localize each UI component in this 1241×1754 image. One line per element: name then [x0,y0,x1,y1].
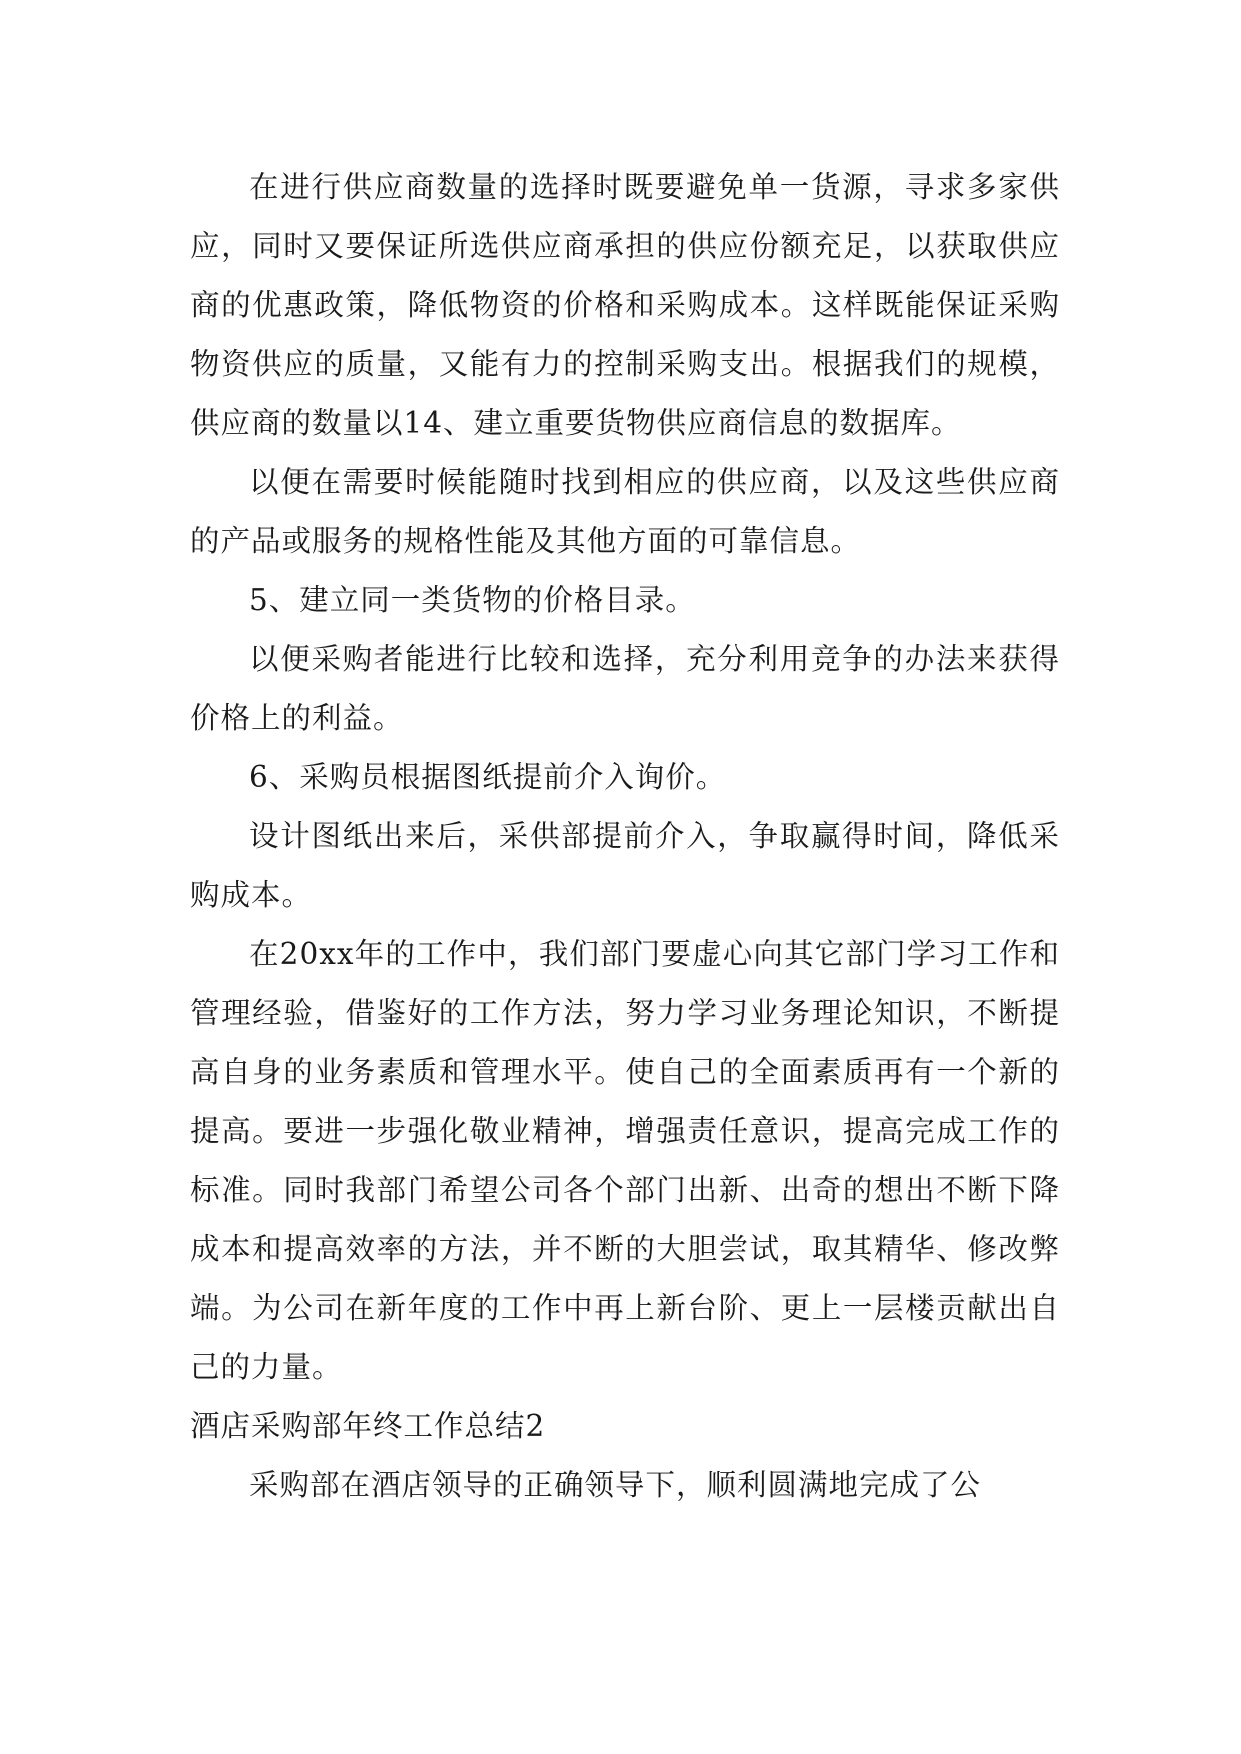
paragraph-supplier-selection: 在进行供应商数量的选择时既要避免单一货源，寻求多家供应，同时又要保证所选供应商承担的供应份额充足，以获取供应商的优惠政策，降低物资的价格和采购成本。这样既能保证采购物资供应的质量，又能有力的控制采购支出。根据我们的规模，供应商的数量以14、建立重要货物供应商信息的数据库。 [190,170,1060,440]
paragraph-supplier-database: 以便在需要时候能随时找到相应的供应商，以及这些供应商的产品或服务的规格性能及其他方面的可靠信息。 [190,465,1060,558]
paragraph-price-comparison: 以便采购者能进行比较和选择，充分利用竞争的办法来获得价格上的利益。 [190,642,1060,735]
section-heading: 酒店采购部年终工作总结2 [190,1409,546,1443]
document-body [190,158,1060,1515]
paragraph-annual-plan: 在20xx年的工作中，我们部门要虚心向其它部门学习工作和管理经验，借鉴好的工作方法，努力学习业务理论知识，不断提高自身的业务素质和管理水平。使自己的全面素质再有一个新的提高。要进一步强化敬业精神，增强责任意识，提高完成工作的标准。同时我部门希望公司各个部门出新、出奇的想出不断下降成本和提高效率的方法，并不断的大胆尝试，取其精华、修改弊端。为公司在新年度的工作中再上新台阶、更上一层楼贡献出自己的力量。 [190,937,1060,1384]
paragraph-price-catalog-item: 5、建立同一类货物的价格目录。 [249,583,696,617]
paragraph-early-inquiry-item: 6、采购员根据图纸提前介入询价。 [249,760,727,794]
paragraph-early-involvement: 设计图纸出来后，采供部提前介入，争取赢得时间，降低采购成本。 [190,819,1060,912]
paragraph-closing: 采购部在酒店领导的正确领导下，顺利圆满地完成了公 [249,1468,982,1502]
